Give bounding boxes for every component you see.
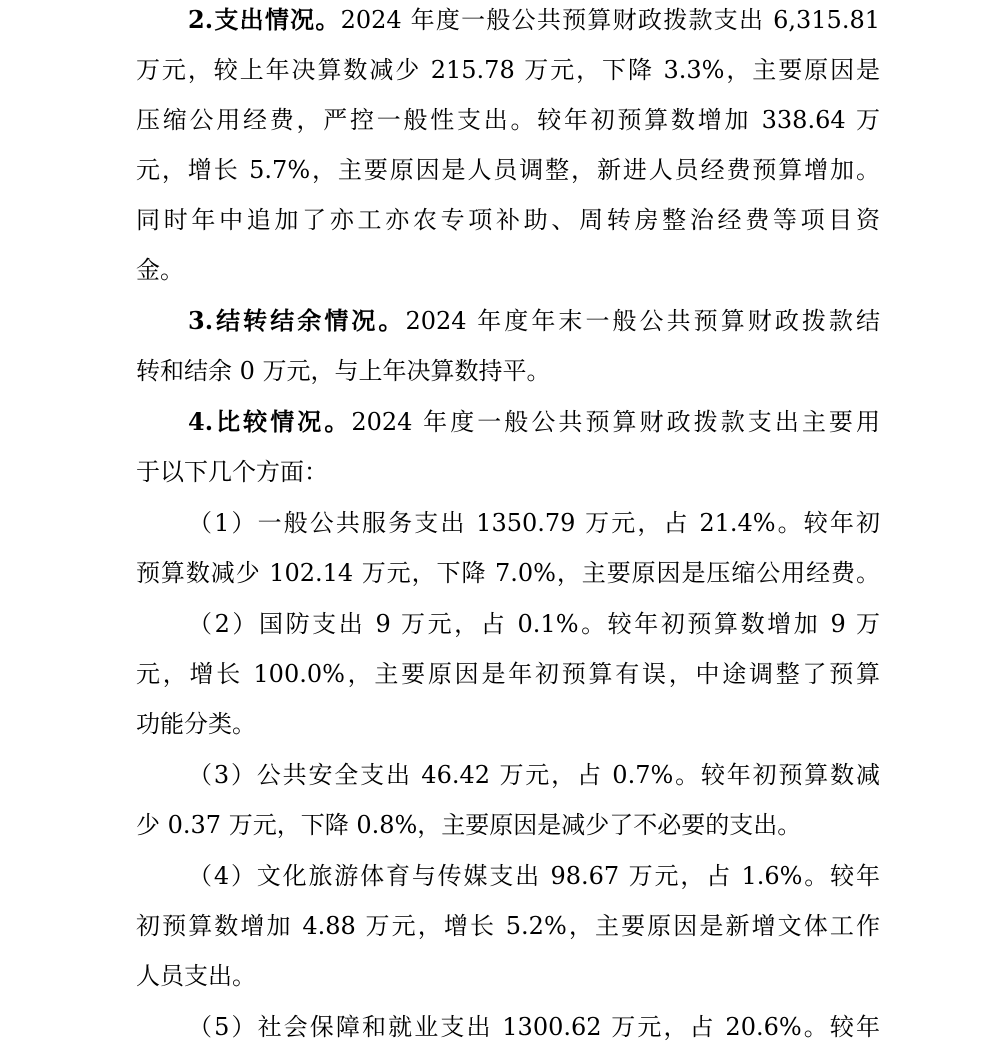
list-item-line: 元，增长 100.0%，主要原因是年初预算有误，中途调整了预算: [136, 660, 880, 688]
paragraph-text: 2024 年度一般公共预算财政拨款支出主要用: [351, 408, 880, 436]
section-heading: 3.结转结余情况。: [188, 306, 406, 335]
section-heading: 2.支出情况。: [188, 5, 341, 34]
section-heading: 4.比较情况。: [188, 407, 352, 436]
list-item-line: 功能分类。: [136, 710, 256, 738]
paragraph-text: 2024 年度一般公共预算财政拨款支出 6,315.81: [340, 6, 880, 34]
list-item-line: （1）一般公共服务支出 1350.79 万元，占 21.4%。较年初: [188, 509, 880, 537]
list-item-line: 人员支出。: [136, 962, 256, 990]
list-item-line: （3）公共安全支出 46.42 万元，占 0.7%。较年初预算数减: [188, 761, 880, 789]
paragraph-line: [188, 303, 880, 339]
list-item-line: 初预算数增加 4.88 万元，增长 5.2%，主要原因是新增文体工作: [136, 912, 880, 940]
paragraph-line: 于以下几个方面：: [136, 458, 328, 486]
paragraph-line: 转和结余 0 万元，与上年决算数持平。: [136, 357, 551, 385]
paragraph-line: [188, 404, 880, 440]
list-item-line: （4）文化旅游体育与传媒支出 98.67 万元，占 1.6%。较年: [188, 862, 880, 890]
paragraph-line: 元，增长 5.7%，主要原因是人员调整，新进人员经费预算增加。: [136, 156, 880, 184]
paragraph-line: [188, 2, 880, 38]
list-item-line: （5）社会保障和就业支出 1300.62 万元，占 20.6%。较年: [188, 1013, 880, 1041]
paragraph-line: 金。: [136, 256, 184, 284]
list-item-line: 预算数减少 102.14 万元，下降 7.0%，主要原因是压缩公用经费。: [136, 559, 880, 587]
paragraph-line: 同时年中追加了亦工亦农专项补助、周转房整治经费等项目资: [136, 206, 880, 234]
paragraph-line: 压缩公用经费，严控一般性支出。较年初预算数增加 338.64 万: [136, 106, 880, 134]
list-item-line: （2）国防支出 9 万元，占 0.1%。较年初预算数增加 9 万: [188, 610, 880, 638]
paragraph-line: 万元，较上年决算数减少 215.78 万元，下降 3.3%，主要原因是: [136, 56, 880, 84]
list-item-line: 少 0.37 万元，下降 0.8%，主要原因是减少了不必要的支出。: [136, 811, 802, 839]
paragraph-text: 2024 年度年末一般公共预算财政拨款结: [405, 307, 880, 335]
